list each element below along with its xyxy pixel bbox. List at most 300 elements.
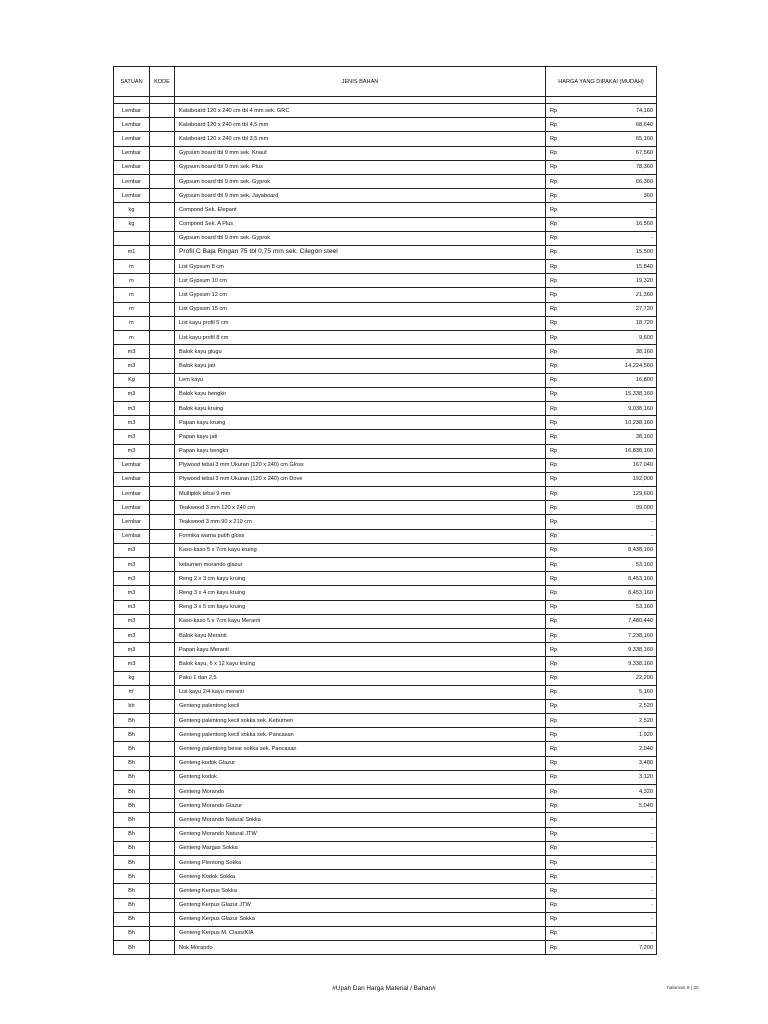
cell-satuan: m3 bbox=[114, 444, 150, 458]
currency-label: Rp bbox=[550, 589, 558, 596]
price-value: 66,360 bbox=[635, 178, 653, 185]
table-row bbox=[114, 728, 657, 742]
cell-jenis-bahan: Nok Morando bbox=[175, 941, 546, 955]
price-value: 16,560 bbox=[635, 221, 653, 228]
cell-harga bbox=[546, 160, 657, 174]
price-value: 192,000 bbox=[632, 476, 653, 483]
price-value: - bbox=[651, 845, 653, 852]
currency-label: Rp bbox=[550, 604, 558, 611]
table-row bbox=[114, 373, 657, 387]
cell-jenis-bahan: List kayu profil 8 cm bbox=[175, 331, 546, 345]
currency-label: Rp bbox=[550, 561, 558, 568]
cell-harga bbox=[546, 487, 657, 501]
currency-label: Rp bbox=[550, 774, 558, 781]
table-row bbox=[114, 643, 657, 657]
cell-harga bbox=[546, 643, 657, 657]
cell-kode bbox=[150, 785, 175, 799]
cell-jenis-bahan: Kalsiboard 120 x 240 cm tbl 3,5 mm bbox=[175, 132, 546, 146]
currency-label: Rp bbox=[550, 178, 558, 185]
cell-kode bbox=[150, 628, 175, 642]
price-value: 16,800 bbox=[635, 377, 653, 384]
cell-jenis-bahan: Genteng kodok Glazur bbox=[175, 756, 546, 770]
currency-label: Rp bbox=[550, 419, 558, 426]
cell-harga bbox=[546, 345, 657, 359]
cell-satuan: m3 bbox=[114, 628, 150, 642]
cell-satuan: m3 bbox=[114, 543, 150, 557]
cell-kode bbox=[150, 756, 175, 770]
price-value: 167,040 bbox=[632, 462, 653, 469]
table-row bbox=[114, 529, 657, 543]
currency-label: Rp bbox=[550, 930, 558, 937]
cell-satuan: Bh bbox=[114, 714, 150, 728]
header-satuan: SATUAN bbox=[114, 67, 150, 97]
price-value: 15,338,160 bbox=[625, 391, 653, 398]
cell-harga bbox=[546, 756, 657, 770]
price-value: 5,160 bbox=[639, 689, 653, 696]
cell-kode bbox=[150, 331, 175, 345]
currency-label: Rp bbox=[550, 632, 558, 639]
cell-satuan: m bbox=[114, 302, 150, 316]
currency-label: Rp bbox=[550, 845, 558, 852]
footer-title: #Upah Dan Harga Material / Bahan# bbox=[332, 985, 436, 992]
table-row bbox=[114, 714, 657, 728]
currency-label: Rp bbox=[550, 859, 558, 866]
table-row bbox=[114, 614, 657, 628]
cell-satuan: Lembar bbox=[114, 160, 150, 174]
cell-kode bbox=[150, 515, 175, 529]
price-value: 53,160 bbox=[635, 561, 653, 568]
currency-label: Rp bbox=[550, 703, 558, 710]
cell-kode bbox=[150, 174, 175, 188]
currency-label: Rp bbox=[550, 405, 558, 412]
cell-harga bbox=[546, 671, 657, 685]
cell-jenis-bahan: Gypsum board tbl 9 mm sek. Gyprok bbox=[175, 174, 546, 188]
table-row bbox=[114, 941, 657, 955]
cell-jenis-bahan: Balok kayu jati bbox=[175, 359, 546, 373]
cell-kode bbox=[150, 104, 175, 118]
cell-kode bbox=[150, 926, 175, 940]
cell-jenis-bahan: Balok kayu, 6 x 12 kayu kruing bbox=[175, 657, 546, 671]
price-value: - bbox=[651, 873, 653, 880]
cell-jenis-bahan: Papan kayu kruing bbox=[175, 416, 546, 430]
cell-kode bbox=[150, 288, 175, 302]
cell-jenis-bahan: List Gypsum 10 cm bbox=[175, 274, 546, 288]
table-row bbox=[114, 600, 657, 614]
cell-harga bbox=[546, 898, 657, 912]
cell-satuan: Bh bbox=[114, 728, 150, 742]
cell-satuan: m3 bbox=[114, 600, 150, 614]
price-value: - bbox=[651, 519, 653, 526]
table-row bbox=[114, 146, 657, 160]
table-row bbox=[114, 245, 657, 259]
cell-jenis-bahan: Genteng Kodok Sokka bbox=[175, 870, 546, 884]
cell-satuan: Lembar bbox=[114, 189, 150, 203]
cell-jenis-bahan: Papan kayu jati bbox=[175, 430, 546, 444]
cell-satuan: Bh bbox=[114, 870, 150, 884]
cell-harga bbox=[546, 685, 657, 699]
cell-satuan: Bh bbox=[114, 884, 150, 898]
price-value: 68,640 bbox=[635, 121, 653, 128]
currency-label: Rp bbox=[550, 547, 558, 554]
cell-satuan: Lembar bbox=[114, 174, 150, 188]
table-row bbox=[114, 912, 657, 926]
table-row bbox=[114, 104, 657, 118]
currency-label: Rp bbox=[550, 660, 558, 667]
currency-label: Rp bbox=[550, 916, 558, 923]
cell-harga bbox=[546, 699, 657, 713]
cell-harga bbox=[546, 714, 657, 728]
price-value: 53,160 bbox=[635, 604, 653, 611]
cell-kode bbox=[150, 132, 175, 146]
cell-harga bbox=[546, 543, 657, 557]
cell-kode bbox=[150, 487, 175, 501]
price-value: 7,200 bbox=[639, 944, 653, 951]
table-row bbox=[114, 174, 657, 188]
currency-label: Rp bbox=[550, 746, 558, 753]
cell-harga bbox=[546, 884, 657, 898]
table-row bbox=[114, 316, 657, 330]
table-header-row bbox=[114, 67, 657, 97]
table-row bbox=[114, 487, 657, 501]
table-row bbox=[114, 444, 657, 458]
cell-kode bbox=[150, 898, 175, 912]
cell-harga bbox=[546, 586, 657, 600]
cell-jenis-bahan: Gypsum board tbl 9 mm sek. Jayaboard bbox=[175, 189, 546, 203]
cell-harga bbox=[546, 288, 657, 302]
cell-satuan: m3 bbox=[114, 387, 150, 401]
cell-jenis-bahan: Balok kayu glugu bbox=[175, 345, 546, 359]
cell-jenis-bahan: Genteng Kerpus Glazur JTW bbox=[175, 898, 546, 912]
cell-jenis-bahan: Profil C Baja Ringan 75 tbl 0,75 mm sek. Cilegon steel bbox=[175, 245, 546, 259]
cell-kode bbox=[150, 416, 175, 430]
cell-satuan: Bh bbox=[114, 898, 150, 912]
price-value: 15,840 bbox=[635, 263, 653, 270]
cell-jenis-bahan: Reng 3 x 4 cm kayu kruing bbox=[175, 586, 546, 600]
cell-jenis-bahan: Kalsiboard 120 x 240 cm tbl 4 mm sek. GRC bbox=[175, 104, 546, 118]
cell-harga bbox=[546, 770, 657, 784]
cell-kode bbox=[150, 671, 175, 685]
table-row bbox=[114, 401, 657, 415]
table-row bbox=[114, 628, 657, 642]
price-value: 9,338,160 bbox=[628, 660, 653, 667]
table-row bbox=[114, 132, 657, 146]
cell-satuan: Lembar bbox=[114, 458, 150, 472]
cell-harga bbox=[546, 373, 657, 387]
currency-label: Rp bbox=[550, 377, 558, 384]
cell-harga bbox=[546, 600, 657, 614]
cell-kode bbox=[150, 146, 175, 160]
cell-satuan: Bh bbox=[114, 855, 150, 869]
cell-satuan: m bbox=[114, 288, 150, 302]
table-row bbox=[114, 742, 657, 756]
table-row bbox=[114, 260, 657, 274]
cell-kode bbox=[150, 231, 175, 245]
cell-harga bbox=[546, 813, 657, 827]
cell-kode bbox=[150, 770, 175, 784]
currency-label: Rp bbox=[550, 306, 558, 313]
cell-satuan: Bh bbox=[114, 941, 150, 955]
cell-satuan: m3 bbox=[114, 430, 150, 444]
cell-jenis-bahan: Genteng palentong kecil sokka sek. Pancasan bbox=[175, 728, 546, 742]
material-price-table bbox=[113, 66, 657, 955]
cell-harga bbox=[546, 231, 657, 245]
currency-label: Rp bbox=[550, 831, 558, 838]
table-row bbox=[114, 870, 657, 884]
cell-satuan: m bbox=[114, 316, 150, 330]
price-value: 16,838,160 bbox=[625, 448, 653, 455]
table-row bbox=[114, 699, 657, 713]
table-row bbox=[114, 841, 657, 855]
cell-kode bbox=[150, 260, 175, 274]
price-value: 2,040 bbox=[639, 746, 653, 753]
cell-kode bbox=[150, 529, 175, 543]
table-row bbox=[114, 501, 657, 515]
cell-satuan: Lembar bbox=[114, 104, 150, 118]
price-value: 99,000 bbox=[635, 504, 653, 511]
table-row bbox=[114, 785, 657, 799]
page-number: halaman 9 | 20 bbox=[667, 986, 699, 991]
table-row bbox=[114, 302, 657, 316]
cell-satuan: m3 bbox=[114, 614, 150, 628]
cell-jenis-bahan: Teakwood 3 mm 90 x 210 cm bbox=[175, 515, 546, 529]
price-value: 360 bbox=[643, 192, 653, 199]
table-row bbox=[114, 884, 657, 898]
cell-satuan: m3 bbox=[114, 359, 150, 373]
currency-label: Rp bbox=[550, 235, 558, 242]
table-row bbox=[114, 543, 657, 557]
price-value: 3,480 bbox=[639, 760, 653, 767]
cell-kode bbox=[150, 827, 175, 841]
table-row bbox=[114, 586, 657, 600]
cell-satuan: Bh bbox=[114, 799, 150, 813]
cell-harga bbox=[546, 274, 657, 288]
cell-jenis-bahan: Genteng palentong kecil sokka sek. Keburnen bbox=[175, 714, 546, 728]
price-value: 10,238,160 bbox=[625, 419, 653, 426]
cell-satuan: m3 bbox=[114, 401, 150, 415]
currency-label: Rp bbox=[550, 689, 558, 696]
cell-jenis-bahan: Genteng Kerpus M. Class/KIA bbox=[175, 926, 546, 940]
price-value: 8,453,160 bbox=[628, 575, 653, 582]
currency-label: Rp bbox=[550, 717, 558, 724]
currency-label: Rp bbox=[550, 533, 558, 540]
cell-jenis-bahan: Reng 2 x 3 cm kayu kruing bbox=[175, 572, 546, 586]
cell-kode bbox=[150, 373, 175, 387]
cell-jenis-bahan: Genteng palentong besar sokka sek. Pancasan bbox=[175, 742, 546, 756]
cell-satuan: m3 bbox=[114, 416, 150, 430]
price-value: 4,320 bbox=[639, 788, 653, 795]
table-row bbox=[114, 231, 657, 245]
cell-harga bbox=[546, 387, 657, 401]
cell-kode bbox=[150, 472, 175, 486]
cell-kode bbox=[150, 458, 175, 472]
cell-jenis-bahan: Papan kayu Meranti bbox=[175, 643, 546, 657]
currency-label: Rp bbox=[550, 150, 558, 157]
cell-harga bbox=[546, 912, 657, 926]
price-value: - bbox=[651, 930, 653, 937]
cell-jenis-bahan: Compond Sek. Elepant bbox=[175, 203, 546, 217]
cell-kode bbox=[150, 841, 175, 855]
cell-kode bbox=[150, 316, 175, 330]
cell-harga bbox=[546, 260, 657, 274]
price-value: 27,720 bbox=[635, 306, 653, 313]
cell-kode bbox=[150, 855, 175, 869]
cell-kode bbox=[150, 685, 175, 699]
table-row bbox=[114, 160, 657, 174]
price-value: 21,360 bbox=[635, 292, 653, 299]
table-row bbox=[114, 359, 657, 373]
cell-harga bbox=[546, 189, 657, 203]
cell-kode bbox=[150, 558, 175, 572]
cell-harga bbox=[546, 217, 657, 231]
currency-label: Rp bbox=[550, 249, 558, 256]
price-value: 2,520 bbox=[639, 717, 653, 724]
table-row bbox=[114, 657, 657, 671]
cell-kode bbox=[150, 203, 175, 217]
cell-harga bbox=[546, 572, 657, 586]
price-value: 14,224,560 bbox=[625, 362, 653, 369]
cell-jenis-bahan: Kaso-kaso 5 x 7cm kayu Meranti bbox=[175, 614, 546, 628]
price-value: 19,320 bbox=[635, 277, 653, 284]
cell-harga bbox=[546, 132, 657, 146]
table-row bbox=[114, 685, 657, 699]
currency-label: Rp bbox=[550, 902, 558, 909]
table-body bbox=[114, 97, 657, 955]
table-row bbox=[114, 118, 657, 132]
cell-jenis-bahan: kebumen morando glazur bbox=[175, 558, 546, 572]
cell-jenis-bahan: Paku 1 dan 2,5 bbox=[175, 671, 546, 685]
cell-jenis-bahan: Genteng palentong kecil bbox=[175, 699, 546, 713]
cell-harga bbox=[546, 614, 657, 628]
price-value: 65,160 bbox=[635, 135, 653, 142]
cell-satuan: Lembar bbox=[114, 146, 150, 160]
cell-harga bbox=[546, 401, 657, 415]
cell-kode bbox=[150, 742, 175, 756]
cell-kode bbox=[150, 501, 175, 515]
cell-satuan: m bbox=[114, 274, 150, 288]
table-row bbox=[114, 288, 657, 302]
currency-label: Rp bbox=[550, 816, 558, 823]
cell-satuan: kg bbox=[114, 203, 150, 217]
cell-jenis-bahan: Genteng Morando Natural JTW bbox=[175, 827, 546, 841]
cell-jenis-bahan: Multiplek tebal 9 mm bbox=[175, 487, 546, 501]
cell-kode bbox=[150, 189, 175, 203]
cell-jenis-bahan: Papan kayu bengkir bbox=[175, 444, 546, 458]
cell-satuan: Lembar bbox=[114, 487, 150, 501]
table-row bbox=[114, 799, 657, 813]
cell-jenis-bahan: Genteng Margas Sokka bbox=[175, 841, 546, 855]
cell-kode bbox=[150, 160, 175, 174]
cell-jenis-bahan: Gypsum board tbl 9 mm sek. Gyprok bbox=[175, 231, 546, 245]
currency-label: Rp bbox=[550, 504, 558, 511]
cell-jenis-bahan: Genteng Morando bbox=[175, 785, 546, 799]
currency-label: Rp bbox=[550, 277, 558, 284]
price-value: - bbox=[651, 916, 653, 923]
cell-jenis-bahan: List Gypsum 12 cm bbox=[175, 288, 546, 302]
cell-jenis-bahan: Lem kayu bbox=[175, 373, 546, 387]
cell-harga bbox=[546, 416, 657, 430]
cell-satuan: m3 bbox=[114, 643, 150, 657]
cell-harga bbox=[546, 926, 657, 940]
currency-label: Rp bbox=[550, 476, 558, 483]
cell-satuan: Bh bbox=[114, 827, 150, 841]
table-row bbox=[114, 430, 657, 444]
cell-kode bbox=[150, 728, 175, 742]
cell-satuan: Kg bbox=[114, 373, 150, 387]
price-value: 67,560 bbox=[635, 150, 653, 157]
table-row bbox=[114, 671, 657, 685]
cell-harga bbox=[546, 785, 657, 799]
currency-label: Rp bbox=[550, 519, 558, 526]
currency-label: Rp bbox=[550, 646, 558, 653]
table-row bbox=[114, 558, 657, 572]
currency-label: Rp bbox=[550, 135, 558, 142]
price-value: 78,360 bbox=[635, 164, 653, 171]
cell-jenis-bahan: List kayu profil 5 cm bbox=[175, 316, 546, 330]
currency-label: Rp bbox=[550, 462, 558, 469]
table-row bbox=[114, 189, 657, 203]
cell-jenis-bahan: Genteng kodok bbox=[175, 770, 546, 784]
cell-kode bbox=[150, 572, 175, 586]
currency-label: Rp bbox=[550, 320, 558, 327]
table-row bbox=[114, 515, 657, 529]
price-value: - bbox=[651, 887, 653, 894]
cell-harga bbox=[546, 316, 657, 330]
cell-kode bbox=[150, 912, 175, 926]
cell-jenis-bahan: Formika warna putih gloss bbox=[175, 529, 546, 543]
cell-harga bbox=[546, 359, 657, 373]
cell-jenis-bahan: Gypsum board tbl 9 mm sek. Knauf bbox=[175, 146, 546, 160]
table-row bbox=[114, 416, 657, 430]
currency-label: Rp bbox=[550, 618, 558, 625]
cell-jenis-bahan: Genteng Plentong Sokka bbox=[175, 855, 546, 869]
cell-satuan: m bbox=[114, 331, 150, 345]
cell-harga bbox=[546, 628, 657, 642]
price-value: 8,453,160 bbox=[628, 589, 653, 596]
cell-jenis-bahan: Genteng Morando Natural Sokka bbox=[175, 813, 546, 827]
cell-satuan: m' bbox=[114, 685, 150, 699]
cell-jenis-bahan: Genteng Kerpus Glazur Sokka bbox=[175, 912, 546, 926]
price-value: 15,500 bbox=[635, 249, 653, 256]
cell-harga bbox=[546, 742, 657, 756]
cell-harga bbox=[546, 558, 657, 572]
cell-harga bbox=[546, 657, 657, 671]
cell-harga bbox=[546, 870, 657, 884]
currency-label: Rp bbox=[550, 107, 558, 114]
table-row bbox=[114, 855, 657, 869]
cell-satuan: bh bbox=[114, 699, 150, 713]
currency-label: Rp bbox=[550, 433, 558, 440]
table-row bbox=[114, 345, 657, 359]
cell-kode bbox=[150, 302, 175, 316]
price-value: 5,040 bbox=[639, 802, 653, 809]
price-value: 9,038,160 bbox=[628, 405, 653, 412]
currency-label: Rp bbox=[550, 362, 558, 369]
cell-harga bbox=[546, 118, 657, 132]
table-row bbox=[114, 770, 657, 784]
cell-satuan: Bh bbox=[114, 756, 150, 770]
cell-kode bbox=[150, 941, 175, 955]
cell-jenis-bahan: Balok kayu Meranti bbox=[175, 628, 546, 642]
table-row bbox=[114, 274, 657, 288]
cell-satuan: Lembar bbox=[114, 132, 150, 146]
cell-jenis-bahan: Teakwood 3 mm 120 x 240 cm bbox=[175, 501, 546, 515]
cell-jenis-bahan: Genteng Morando Glazur bbox=[175, 799, 546, 813]
currency-label: Rp bbox=[550, 221, 558, 228]
price-value: 2,520 bbox=[639, 703, 653, 710]
currency-label: Rp bbox=[550, 448, 558, 455]
cell-harga bbox=[546, 104, 657, 118]
currency-label: Rp bbox=[550, 944, 558, 951]
